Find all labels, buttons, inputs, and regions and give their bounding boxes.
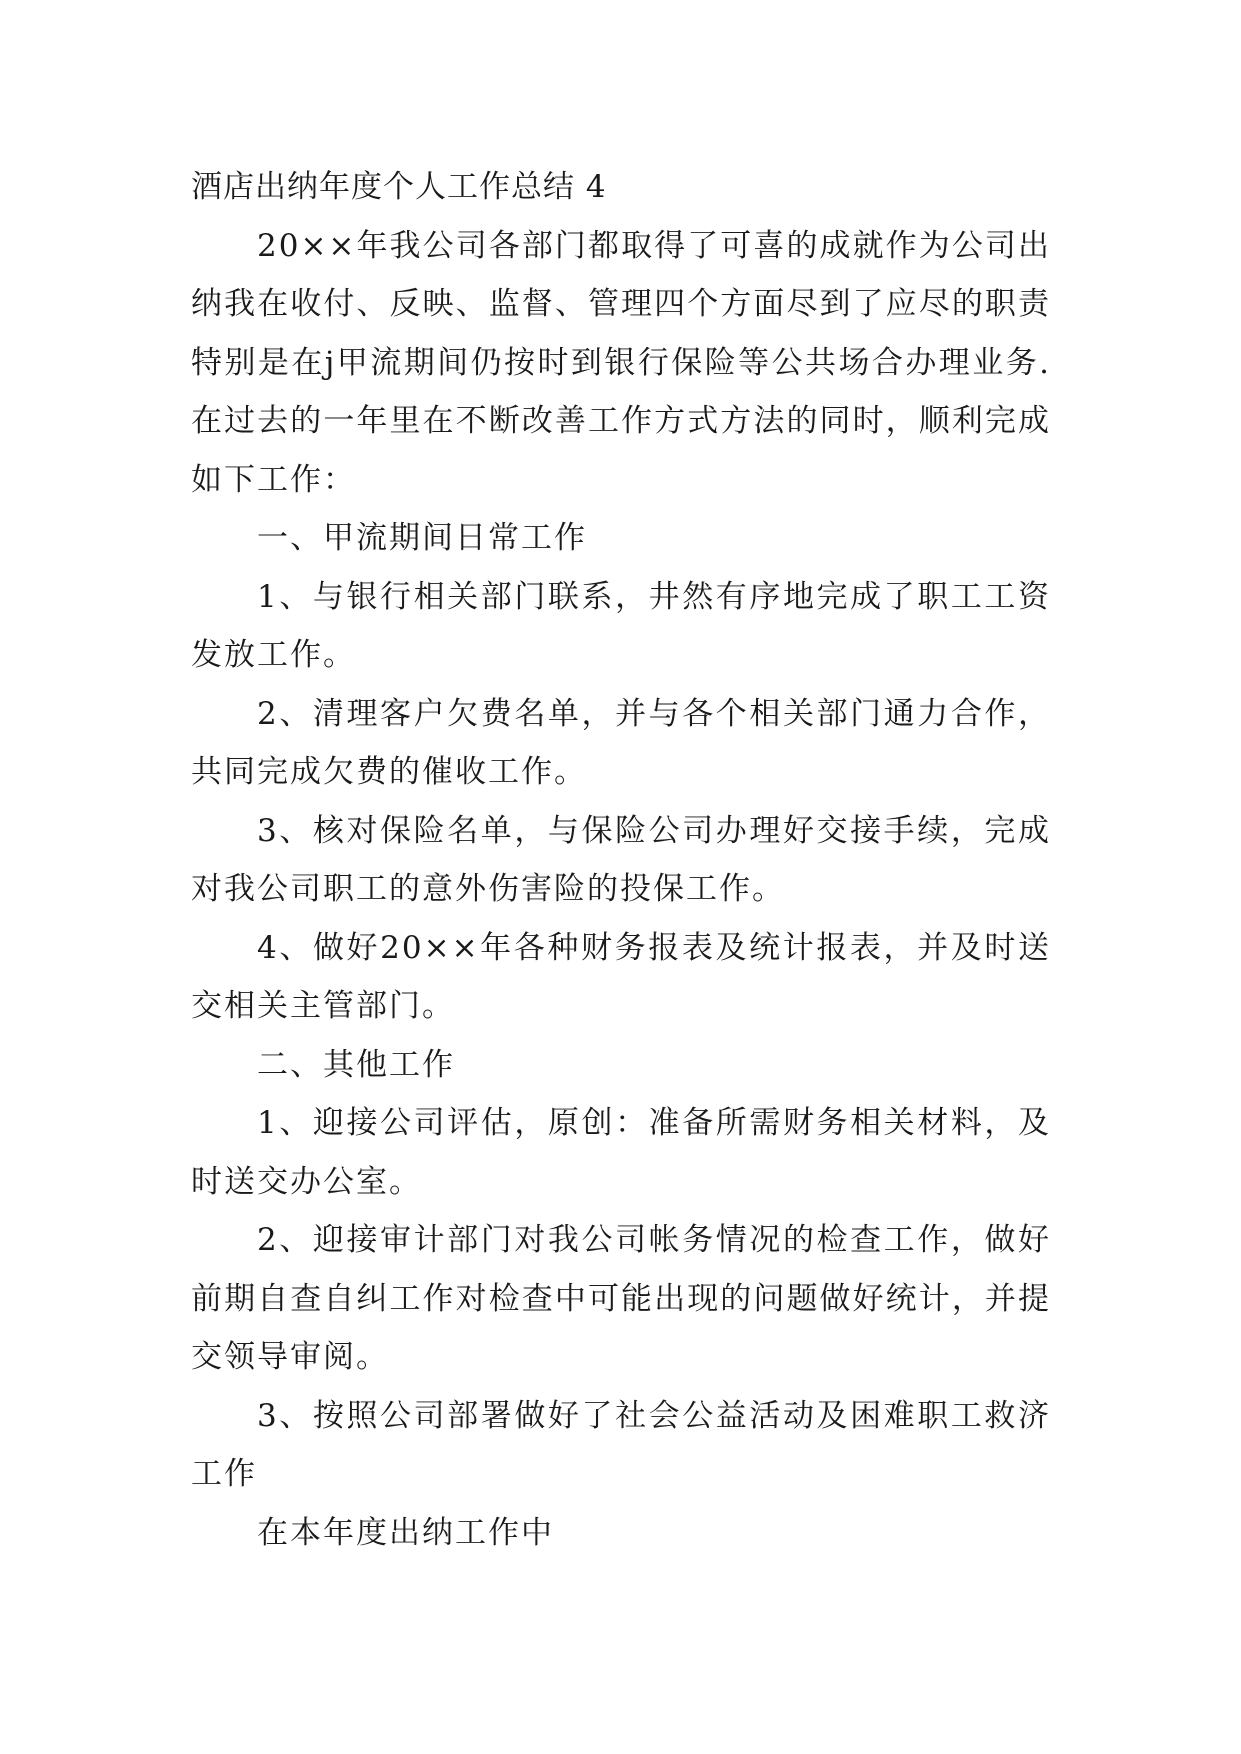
- document-title: 酒店出纳年度个人工作总结 4: [191, 169, 607, 205]
- list-item: 1、迎接公司评估，原创：准备所需财务相关材料，及时送交办公室。: [191, 1105, 1051, 1200]
- list-item: 2、清理客户欠费名单，并与各个相关部门通力合作，共同完成欠费的催收工作。: [191, 695, 1051, 790]
- paragraph-intro: 20××年我公司各部门都取得了可喜的成就作为公司出纳我在收付、反映、监督、管理四个方面尽到了应尽的职责特别是在j甲流期间仍按时到银行保险等公共场合办理业务.在过去的一年里在不断改善工作方式方法的同时，顺利完成如下工作：: [191, 227, 1051, 498]
- list-item: 2、迎接审计部门对我公司帐务情况的检查工作，做好前期自查自纠工作对检查中可能出现的问题做好统计，并提交领导审阅。: [191, 1222, 1051, 1375]
- list-item: 1、与银行相关部门联系，井然有序地完成了职工工资发放工作。: [191, 578, 1051, 673]
- document-body: [191, 158, 1051, 1562]
- list-item: 3、按照公司部署做好了社会公益活动及困难职工救济工作: [191, 1397, 1051, 1492]
- section-heading-1: 一、甲流期间日常工作: [257, 520, 587, 556]
- section-heading-2: 二、其他工作: [257, 1046, 455, 1083]
- list-item: 3、核对保险名单，与保险公司办理好交接手续，完成对我公司职工的意外伤害险的投保工作。: [191, 812, 1051, 907]
- list-item: 4、做好20××年各种财务报表及统计报表，并及时送交相关主管部门。: [191, 929, 1051, 1024]
- paragraph-closing: 在本年度出纳工作中: [257, 1514, 554, 1551]
